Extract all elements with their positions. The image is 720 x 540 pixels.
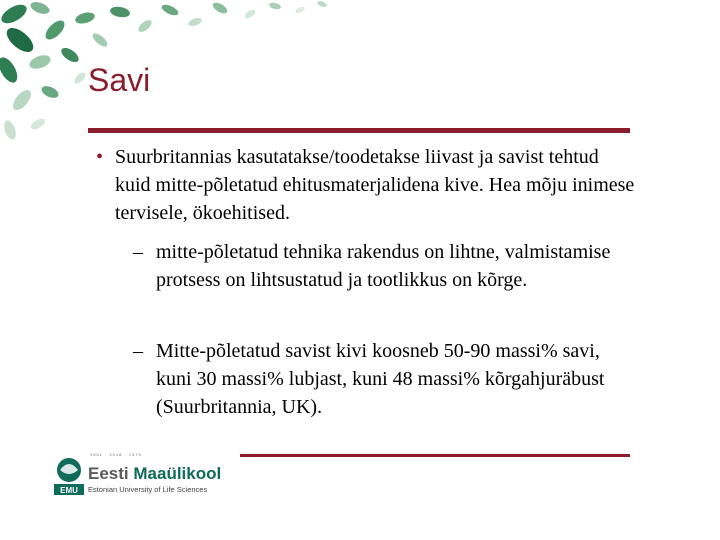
logo-name-part2: Maaülikool (133, 464, 222, 483)
sub-bullet-item (133, 238, 633, 294)
sub-bullet-text: mitte-põletatud tehnika rakendus on lihtne, valmistamise protsess on lihtsustatud ja tootlikkus on kõrge. (156, 241, 611, 291)
logo-badge: EMU (60, 486, 78, 495)
sub-bullet-marker: – (133, 241, 143, 263)
bullet-text: Suurbritannias kasutatakse/toodetakse liivast ja savist tehtud kuid mitte-põletatud ehitusmaterjalidena kive. Hea mõju inimese tervisele, ökoehitised. (115, 146, 635, 224)
sub-bullet-marker: – (133, 340, 143, 362)
slide-title: Savi (88, 62, 151, 98)
leaf-cluster (0, 0, 328, 141)
bullet-item (96, 143, 636, 227)
bullet-marker: • (96, 146, 104, 168)
sub-bullet-text: Mitte-põletatud savist kivi koosneb 50-90 massi% savi, kuni 30 massi% lubjast, kuni 48 massi% kõrgahjuräbust (Suurbritannia, UK). (156, 340, 605, 418)
sub-bullet-item (133, 337, 633, 421)
footer-divider (240, 454, 630, 457)
university-logo (52, 452, 242, 497)
logo-subtitle: Estonian University of Life Sciences (88, 485, 208, 494)
logo-year-text: 1951 · 2018 · 1970 (90, 452, 142, 457)
emu-emblem-icon (52, 456, 86, 496)
title-underline (88, 128, 630, 133)
logo-name-part1: Eesti (88, 464, 129, 483)
logo-name (88, 464, 221, 484)
